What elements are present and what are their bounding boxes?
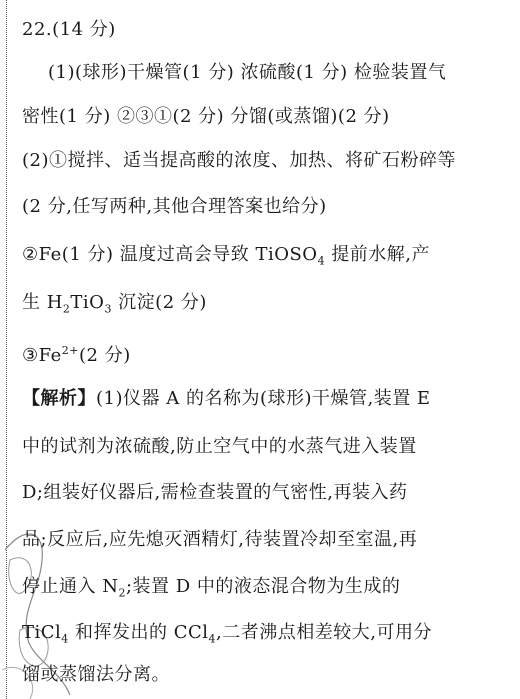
analysis-line-2: 中的试剂为浓硫酸,防止空气中的水蒸气进入装置 bbox=[22, 436, 417, 457]
analysis-line-4: 品;反应后,应先熄灭酒精灯,待装置冷却至室温,再 bbox=[22, 529, 418, 550]
answer-line-2: 密性(1 分) ②③①(2 分) 分馏(或蒸馏)(2 分) bbox=[22, 106, 390, 127]
analysis-line-6: TiCl$_4$ 和挥发出的 CCl$_4$,二者沸点相差较大,可用分 bbox=[22, 622, 432, 646]
answer-line-4: (2 分,任写两种,其他合理答案也给分) bbox=[22, 196, 327, 217]
question-header: 22.(14 分) bbox=[22, 19, 116, 40]
answer-line-6: 生 $H_2TiO_3$ 沉淀(2 分) bbox=[22, 292, 207, 316]
analysis-line-3: D;组装好仪器后,需检查装置的气密性,再装入药 bbox=[22, 482, 408, 503]
analysis-label: 【解析】 bbox=[22, 388, 96, 409]
analysis-line-1: 【解析】(1)仪器 A 的名称为(球形)干燥管,装置 E bbox=[22, 388, 431, 409]
analysis-line-5: 停止通入 $N_2$;装置 D 中的液态混合物为生成的 bbox=[22, 576, 401, 600]
analysis-line-7: 馏或蒸馏法分离。 bbox=[22, 664, 170, 685]
answer-line-7: $③Fe^{2+}(2$ 分) bbox=[22, 344, 131, 366]
answer-line-3: (2)①搅拌、适当提高酸的浓度、加热、将矿石粉碎等 bbox=[22, 150, 456, 171]
answer-line-1: (1)(球形)干燥管(1 分) 浓硫酸(1 分) 检验装置气 bbox=[48, 62, 447, 83]
answer-line-5: ②Fe(1 分) 温度过高会导致 TiOSO$_4$ 提前水解,产 bbox=[22, 244, 431, 268]
